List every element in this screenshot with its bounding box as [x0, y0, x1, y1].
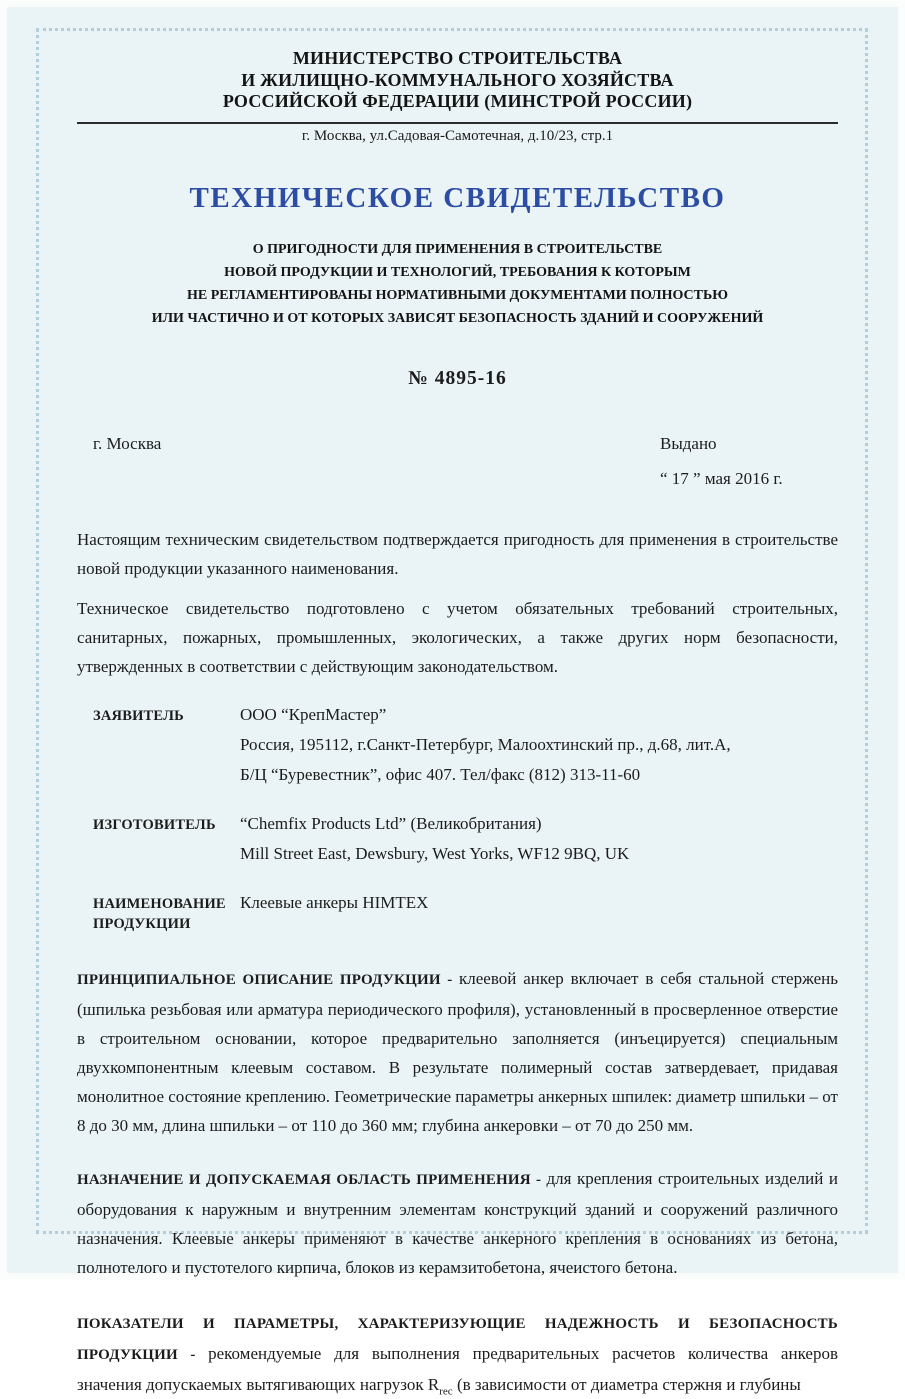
issue-block: [660, 434, 838, 489]
subtitle-line-1: О ПРИГОДНОСТИ ДЛЯ ПРИМЕНЕНИЯ В СТРОИТЕЛЬСТВЕ: [252, 241, 663, 257]
ministry-line-1: МИНИСТЕРСТВО СТРОИТЕЛЬСТВА: [292, 48, 623, 68]
ministry-header: [77, 48, 838, 113]
field-value-line: Mill Street East, Dewsbury, West Yorks, WF12 9BQ, UK: [240, 843, 630, 863]
header-rule: [77, 122, 838, 124]
subtitle-line-2: НОВОЙ ПРОДУКЦИИ И ТЕХНОЛОГИЙ, ТРЕБОВАНИЯ К КОТОРЫМ: [224, 264, 691, 280]
field-label-applicant: ЗАЯВИТЕЛЬ: [93, 707, 184, 724]
subtitle-line-3: НЕ РЕГЛАМЕНТИРОВАНЫ НОРМАТИВНЫМИ ДОКУМЕНТАМИ ПОЛНОСТЬЮ: [186, 287, 729, 303]
field-value-line: “Chemfix Products Ltd” (Великобритания): [240, 813, 542, 833]
field-value-applicant: [240, 700, 838, 790]
section-description: [77, 964, 838, 1140]
ministry-line-2: И ЖИЛИЩНО-КОММУНАЛЬНОГО ХОЗЯЙСТВА: [241, 69, 674, 90]
section-parameters-body-pre: рекомендуемые для выполнения предварительных расчетов количества анкеров значения допускаемых вытягивающих нагрузок R: [77, 1343, 838, 1394]
field-value-product-name: [240, 888, 838, 934]
field-row-product-name: [77, 888, 838, 934]
field-row-manufacturer: [77, 809, 838, 869]
field-label-product-name: НАИМЕНОВАНИЕ ПРОДУКЦИИ: [93, 895, 226, 932]
r-rec-subscript: rec: [439, 1384, 453, 1397]
section-parameters-heading: ПОКАЗАТЕЛИ И ПАРАМЕТРЫ, ХАРАКТЕРИЗУЮЩИЕ НАДЕЖНОСТЬ И БЕЗОПАСНОСТЬ ПРОДУКЦИИ -: [77, 1315, 838, 1363]
field-label-manufacturer: ИЗГОТОВИТЕЛЬ: [93, 816, 216, 833]
section-description-heading: ПРИНЦИПИАЛЬНОЕ ОПИСАНИЕ ПРОДУКЦИИ -: [77, 971, 460, 988]
issued-date: “ 17 ” мая 2016 г.: [660, 468, 783, 488]
document-subtitle: [77, 238, 838, 330]
issued-label: Выдано: [660, 433, 717, 453]
intro-paragraph-1: Настоящим техническим свидетельством подтверждается пригодность для применения в строительстве новой продукции указанного наименования.: [77, 529, 838, 578]
section-application-heading: НАЗНАЧЕНИЕ И ДОПУСКАЕМАЯ ОБЛАСТЬ ПРИМЕНЕНИЯ -: [77, 1171, 547, 1188]
field-value-manufacturer: [240, 809, 838, 869]
issue-row: [77, 434, 838, 489]
document-number: № 4895-16: [408, 367, 507, 389]
issue-place: г. Москва: [93, 433, 162, 453]
ministry-line-3: РОССИЙСКОЙ ФЕДЕРАЦИИ (МИНСТРОЙ РОССИИ): [222, 91, 693, 111]
field-value-line: Б/Ц “Буревестник”, офис 407. Тел/факс (812) 313-11-60: [240, 764, 641, 784]
header-address: г. Москва, ул.Садовая-Самотечная, д.10/23, стр.1: [301, 127, 614, 144]
field-row-applicant: [77, 700, 838, 790]
intro-paragraph-2: Техническое свидетельство подготовлено с учетом обязательных требований строительных, санитарных, пожарных, промышленных, экологических, а также других норм безопасности, утвержденных в соответствии с действующим законодательством.: [77, 598, 838, 676]
section-description-body: клеевой анкер включает в себя стальной стержень (шпилька резьбовая или арматура периодического профиля), установленный в просверленное отверстие в строительном основании, которое предварительно заполняется (инъецируется) специальным двухкомпонентным клеевым составом. В результате полимерный состав затвердевает, придавая монолитное состояние креплению. Геометрические параметры анкерных шпилек: диаметр шпильки – от 8 до 30 мм, длина шпильки – от 110 до 360 мм; глубина анкеровки – от 70 до 250 мм.: [77, 968, 838, 1135]
field-value-line: Клеевые анкеры HIMTEX: [240, 892, 429, 912]
document-title: ТЕХНИЧЕСКОЕ СВИДЕТЕЛЬСТВО: [189, 181, 726, 214]
section-application-body: для крепления строительных изделий и оборудования к наружным и внутренним элементам конструкций зданий и сооружений различного назначения. Клеевые анкеры применяют в качестве анкерного крепления в основаниях из бетона, полнотелого и пустотелого кирпича, блоков из керамзитобетона, ячеистого бетона.: [77, 1168, 838, 1277]
field-value-line: Россия, 195112, г.Санкт-Петербург, Малоохтинский пр., д.68, лит.А,: [240, 734, 731, 754]
document-content: [77, 48, 838, 1399]
section-parameters-body-post: (в зависимости от диаметра стержня и глубины: [452, 1374, 801, 1394]
field-value-line: ООО “КрепМастер”: [240, 704, 387, 724]
section-parameters: [77, 1308, 838, 1399]
section-application: [77, 1164, 838, 1282]
subtitle-line-4: ИЛИ ЧАСТИЧНО И ОТ КОТОРЫХ ЗАВИСЯТ БЕЗОПАСНОСТЬ ЗДАНИЙ И СООРУЖЕНИЙ: [151, 310, 764, 326]
